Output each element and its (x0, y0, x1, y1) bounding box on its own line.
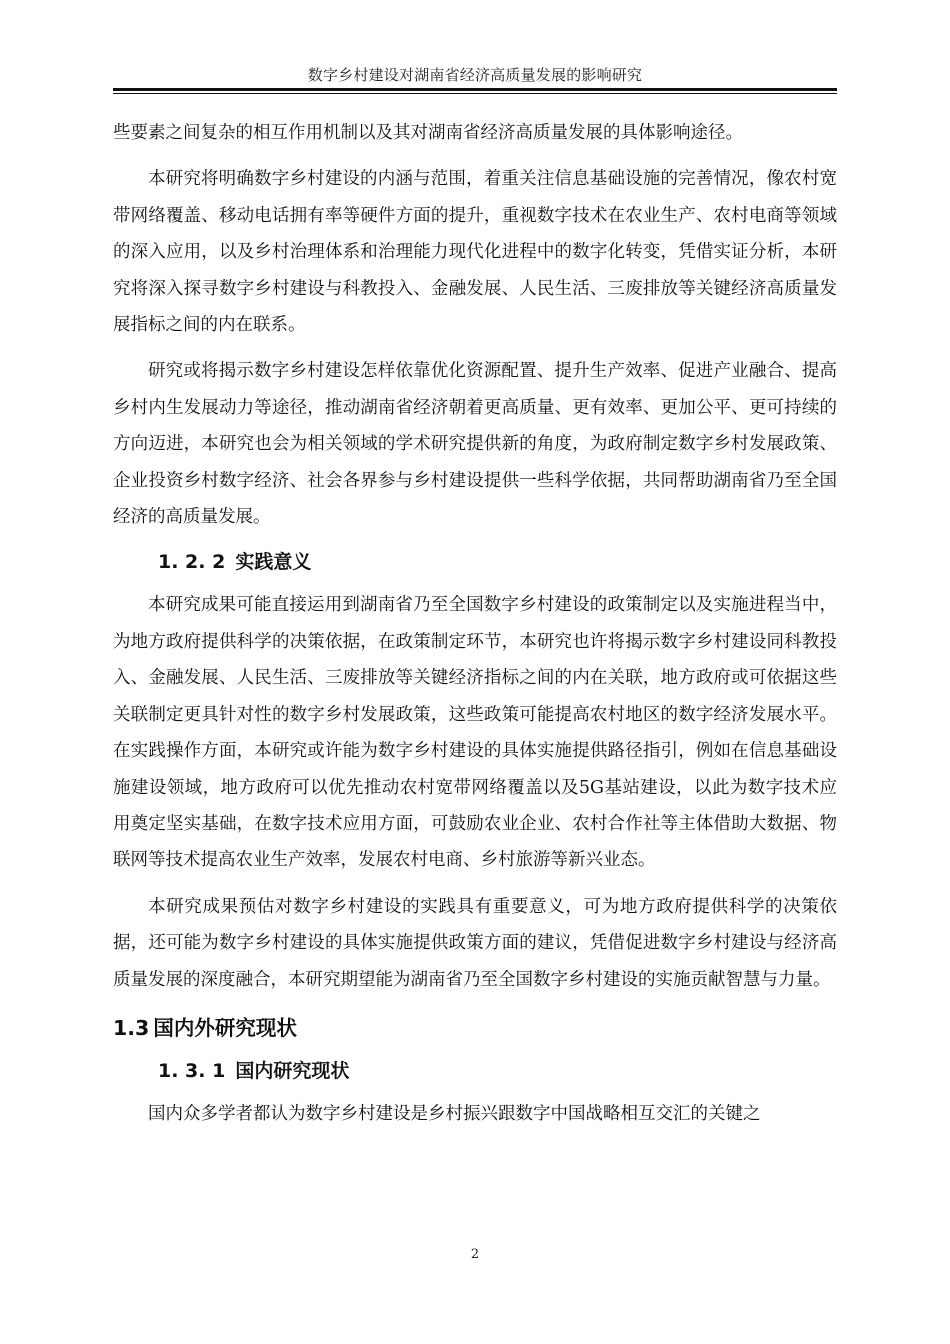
section-number: 1. 3. 1 (158, 1059, 226, 1082)
section-title: 实践意义 (235, 551, 312, 574)
paragraph: 本研究成果预估对数字乡村建设的实践具有重要意义，可为地方政府提供科学的决策依据，还可能为数字乡村建设的具体实施提供政策方面的建议，凭借促进数字乡村建设与经济高质量发展的深度融合，本研究期望能为湖南省乃至全国数字乡村建设的实施贡献智慧与力量。 (113, 896, 837, 990)
header-rule-thick (113, 88, 837, 91)
section-heading-1-3 (113, 1012, 837, 1044)
running-header: 数字乡村建设对湖南省经济高质量发展的影响研究 (307, 66, 643, 84)
section-heading-1-3-1 (158, 1056, 837, 1086)
section-number: 1.3 (113, 1015, 150, 1040)
paragraph-continuation: 些要素之间复杂的相互作用机制以及其对湖南省经济高质量发展的具体影响途径。 (113, 123, 743, 143)
page-body (113, 115, 837, 1132)
header-rule-thin (113, 93, 837, 94)
section-number: 1. 2. 2 (158, 551, 226, 574)
paragraph: 本研究成果可能直接运用到湖南省乃至全国数字乡村建设的政策制定以及实施进程当中，为地方政府提供科学的决策依据，在政策制定环节，本研究也许将揭示数字乡村建设同科教投入、金融发展、人民生活、三废排放等关键经济指标之间的内在关联，地方政府或可依据这些关联制定更具针对性的数字乡村发展政策，这些政策可能提高农村地区的数字经济发展水平。在实践操作方面，本研究或许能为数字乡村建设的具体实施提供路径指引，例如在信息基础设施建设领域，地方政府可以优先推动农村宽带网络覆盖以及5G基站建设，以此为数字技术应用奠定坚实基础，在数字技术应用方面，可鼓励农业企业、农村合作社等主体借助大数据、物联网等技术提高农业生产效率，发展农村电商、乡村旅游等新兴业态。 (113, 595, 837, 871)
section-title: 国内研究现状 (235, 1059, 350, 1082)
section-title: 国内外研究现状 (153, 1015, 297, 1040)
paragraph: 研究或将揭示数字乡村建设怎样依靠优化资源配置、提升生产效率、促进产业融合、提高乡村内生发展动力等途径，推动湖南省经济朝着更高质量、更有效率、更加公平、更可持续的方向迈进，本研究也会为相关领域的学术研究提供新的角度，为政府制定数字乡村发展政策、企业投资乡村数字经济、社会各界参与乡村建设提供一些科学依据，共同帮助湖南省乃至全国经济的高质量发展。 (113, 361, 837, 528)
page-number: 2 (470, 1247, 480, 1262)
paragraph: 国内众多学者都认为数字乡村建设是乡村振兴跟数字中国战略相互交汇的关键之 (148, 1103, 761, 1124)
paragraph: 本研究将明确数字乡村建设的内涵与范围，着重关注信息基础设施的完善情况，像农村宽带网络覆盖、移动电话拥有率等硬件方面的提升，重视数字技术在农业生产、农村电商等领域的深入应用，以及乡村治理体系和治理能力现代化进程中的数字化转变，凭借实证分析，本研究将深入探寻数字乡村建设与科教投入、金融发展、人民生活、三废排放等关键经济高质量发展指标之间的内在联系。 (113, 169, 837, 336)
section-heading-1-2-2 (158, 547, 837, 577)
